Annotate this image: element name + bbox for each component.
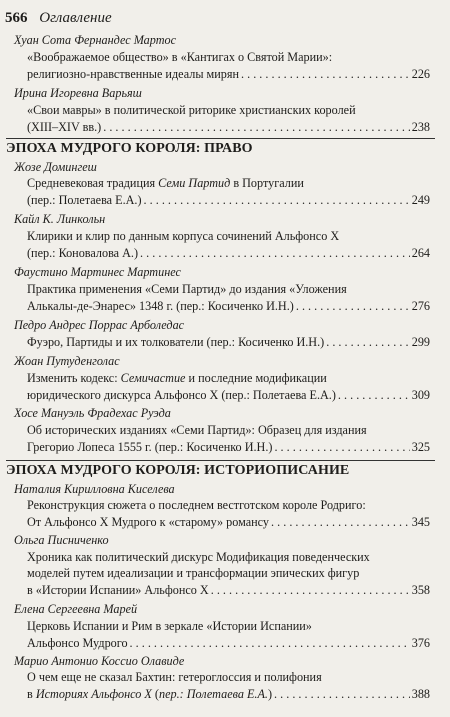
entry-title-line: моделей путем идеализации и трансформации эпических фигур	[27, 566, 360, 580]
entry-author: Хосе Мануэль Фрадехас Руэда	[14, 406, 171, 420]
entry-title-line: Практика применения «Семи Партид» до издания «Уложения	[27, 282, 347, 296]
entry-title-line: «Воображаемое общество» в «Кантигах о Святой Марии»:	[27, 50, 333, 64]
entry-page: 276	[411, 299, 430, 313]
page-number: 566	[5, 10, 28, 26]
entry-author: Хуан Сота Фернандес Мартос	[14, 33, 177, 47]
entry-page: 325	[411, 440, 430, 454]
entry-last-line: в «Истории Испании» Альфонсо X . . . 358	[27, 583, 430, 598]
entry-title-line: «Свои мавры» в политической риторике христианских королей	[27, 103, 356, 117]
section-rule	[6, 138, 435, 139]
entry-author: Ольга Писниченко	[14, 533, 109, 547]
entry-page: 249	[411, 193, 430, 207]
section-heading: ЭПОХА МУДРОГО КОРОЛЯ: ПРАВО	[6, 141, 253, 156]
entry-page: 345	[411, 515, 430, 529]
entry-title-line: Реконструкция сюжета о последнем вестготском короле Родриго:	[27, 498, 366, 512]
entry-page: 299	[411, 335, 430, 349]
entry-last-line: Фуэро, Партиды и их толкователи (пер.: Косиченко И.Н.) . . . 299	[27, 335, 430, 350]
entry-last-line: Грегорио Лопеса 1555 г. (пер.: Косиченко И.Н.) . . . 325	[27, 440, 430, 455]
entry-last-line: (XIII–XIV вв.) . . . 238	[27, 120, 430, 135]
entry-page: 264	[411, 246, 430, 260]
entry-author: Жозе Домингеш	[14, 160, 97, 174]
entry-author: Наталия Кирилловна Киселева	[14, 482, 175, 496]
entry-page: 238	[411, 120, 430, 134]
entry-title-line: О чем еще не сказал Бахтин: гетероглоссия и полифония	[27, 670, 322, 684]
entry-last-line: юридического дискурса Альфонсо X (пер.: Полетаева Е.А.) . . . 309	[27, 388, 430, 403]
entry-author: Елена Сергеевна Марей	[14, 602, 138, 616]
entry-last-line: Алькалы-де-Энарес» 1348 г. (пер.: Косиченко И.Н.) . . . 276	[27, 299, 430, 314]
header-title: Оглавление	[39, 10, 112, 26]
entry-last-line: религиозно-нравственные идеалы мирян . . . 226	[27, 67, 430, 82]
entry-last-line: (пер.: Полетаева Е.А.) . . . 249	[27, 193, 430, 208]
section-rule	[6, 460, 435, 461]
entry-last-line: (пер.: Коновалова А.) . . . 264	[27, 246, 430, 261]
entry-page: 309	[411, 388, 430, 402]
entry-author: Фаустино Мартинес Мартинес	[14, 265, 181, 279]
entry-author: Педро Андрес Поррас Арболедас	[14, 318, 185, 332]
entry-last-line: От Альфонсо X Мудрого к «старому» романсу . . . 345	[27, 515, 430, 530]
section-heading: ЭПОХА МУДРОГО КОРОЛЯ: ИСТОРИОПИСАНИЕ	[6, 463, 350, 478]
entry-title-line: Клирики и клир по данным корпуса сочинений Альфонсо X	[27, 229, 340, 243]
entry-author: Кайл К. Линкольн	[14, 212, 106, 226]
entry-page: 388	[411, 687, 430, 701]
entry-last-line: Альфонсо Мудрого . . . 376	[27, 636, 430, 651]
entry-page: 226	[411, 67, 430, 81]
entry-page: 376	[411, 636, 430, 650]
entry-page: 358	[411, 583, 430, 597]
entry-title-line: Об исторических изданиях «Семи Партид»: Образец для издания	[27, 423, 367, 437]
running-header	[5, 10, 112, 27]
entry-author: Марио Антонио Коссио Олавиде	[14, 654, 185, 668]
entry-last-line: в Историях Альфонсо X (пер.: Полетаева Е.А.) . . . 388	[27, 687, 430, 702]
entry-title-line: Изменить кодекс: Семичастие и последние модификации	[27, 371, 327, 385]
entry-title-line: Средневековая традиция Семи Партид в Португалии	[27, 176, 304, 190]
entry-author: Жоан Путуденголас	[14, 354, 120, 368]
entry-author: Ирина Игоревна Варьяш	[14, 86, 142, 100]
entry-title-line: Хроника как политический дискурс Модификация поведенческих	[27, 550, 370, 564]
entry-title-line: Церковь Испании и Рим в зеркале «Истории Испании»	[27, 619, 312, 633]
